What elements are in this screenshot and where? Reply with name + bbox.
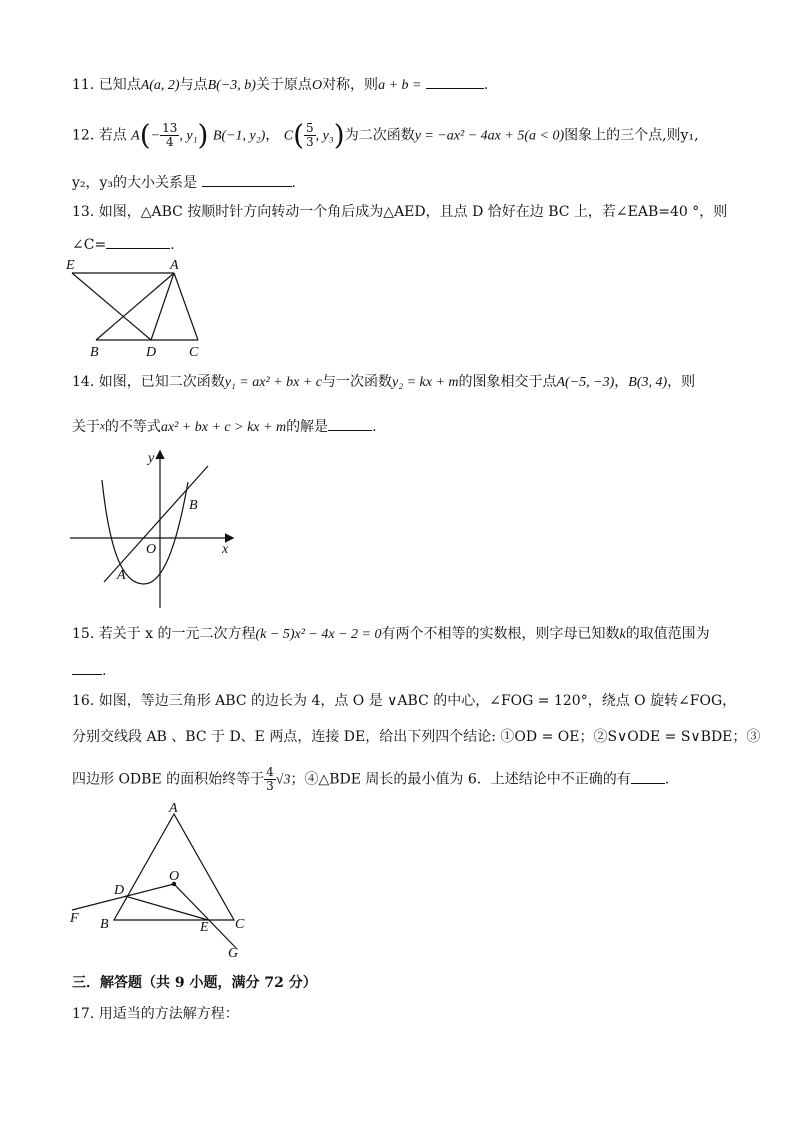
label-e: E [200, 920, 209, 935]
q13-end: . [170, 237, 175, 253]
question-number: 14. [72, 374, 95, 390]
q12-y3: , y₃ [315, 128, 334, 144]
q11-point-o: O [311, 78, 323, 93]
q16-line-3b: ；④△BDE 周长的最小值为 6．上述结论中不正确的有 [290, 771, 631, 788]
q12-point-c-label: C [283, 128, 294, 144]
q12-fraction-c: $\frac{5}{3}$ [306, 121, 314, 149]
q11-text-3: 关于原点 [255, 77, 312, 93]
question-15 [72, 624, 710, 645]
q12-line-2: y₂，y₃的大小关系是 [72, 175, 198, 191]
question-13-line-2 [72, 234, 175, 255]
q14-separator: ， [614, 374, 629, 390]
label-c: C [189, 345, 199, 360]
question-number: 12. [72, 127, 95, 144]
q14-line-2a: 关于 [72, 419, 100, 435]
label-g: G [228, 946, 239, 961]
q14-text-3: 的图象相交于点 [458, 374, 557, 390]
q16-line-1: 如图，等边三角形 ABC 的边长为 4，点 O 是 ∨ABC 的中心，∠FOG = 120°，绕点 O 旋转∠FOG， [98, 693, 737, 709]
question-16 [72, 691, 736, 711]
q17-text: 用适当的方法解方程： [98, 1006, 239, 1022]
q15-end: . [102, 663, 107, 679]
question-16-line-3 [72, 766, 669, 793]
label-b: B [100, 917, 109, 932]
q11-text-2: 与点 [179, 77, 208, 93]
question-number: 16. [72, 693, 95, 709]
label-o: O [169, 869, 180, 884]
q14-x-var: x [100, 420, 105, 432]
q12-fraction-a: $\frac{13}{4}$ [162, 121, 178, 149]
label-a: A [170, 258, 179, 273]
question-number: 17. [72, 1006, 95, 1022]
q11-point-a: A(a, 2) [140, 78, 180, 93]
label-d: D [114, 883, 125, 898]
section-heading: 三．解答题（共 9 小题，满分 72 分） [72, 975, 317, 991]
q12-y1: , y₁ [179, 128, 198, 144]
label-o: O [146, 542, 157, 557]
question-12: 12. 若点 A(− $\frac{13}{4}$ , y₁) B(−1, y₂)， C( $\frac{5}{3}$ , y₃)为二次函数y = −ax² − 4ax + 5(a < 0)图象上的三个点,则y₁, [72, 118, 699, 152]
q14-line-2c: 的解是 [286, 419, 329, 435]
q14-inequality: ax² + bx + c > kx + m [160, 420, 287, 435]
label-y: y [148, 451, 155, 466]
q11-point-b: B(−3, b) [207, 78, 256, 93]
q12-text-2: 为二次函数 [344, 127, 415, 144]
q12-point-b: B(−1, y₂) [212, 128, 266, 144]
label-b: B [189, 498, 198, 513]
q15-equation: (k − 5)x² − 4x − 2 = 0 [255, 627, 382, 642]
label-d: D [146, 345, 157, 360]
q13-text: 如图，△ABC 按顺时针方向转动一个角后成为△AED，且点 D 恰好在边 BC 上，若∠EAB=40 °，则 [98, 204, 728, 220]
q16-fraction: $\frac{4}{3}$ [266, 765, 274, 793]
q11-text-1: 已知点 [98, 77, 141, 93]
q16-figure [64, 798, 254, 964]
q14-function-2: y₂ = kx + m [391, 375, 459, 390]
q14-line-2b: 的不等式 [104, 419, 161, 435]
q14-figure [66, 446, 246, 614]
question-15-line-2 [72, 660, 106, 681]
q16-line-2: 分别交线段 AB 、BC 于 D、E 两点，连接 DE，给出下列四个结论: ①OD = OE；②S∨ODE = S∨BDE；③ [72, 729, 761, 745]
answer-blank [631, 769, 665, 784]
answer-blank [426, 74, 484, 89]
question-11 [72, 74, 488, 96]
label-e: E [66, 258, 75, 273]
label-c: C [235, 917, 245, 932]
answer-blank [328, 416, 372, 431]
label-a: A [117, 568, 126, 583]
q14-function-1: y₁ = ax² + bx + c [224, 375, 322, 390]
question-14 [72, 372, 695, 393]
question-number: 11. [72, 77, 95, 93]
question-17 [72, 1004, 239, 1024]
q12-point-a-label: A [131, 128, 140, 144]
q13-figure [60, 256, 220, 360]
q14-text-1: 如图，已知二次函数 [98, 374, 225, 390]
question-number: 15. [72, 626, 95, 642]
label-x: x [222, 542, 229, 557]
label-a: A [169, 801, 178, 816]
q14-text-4: ，则 [667, 374, 696, 390]
q12-function: y = −ax² − 4ax + 5(a < 0) [414, 128, 565, 144]
answer-blank [202, 172, 292, 187]
question-number: 13. [72, 204, 95, 220]
q11-text-4: 对称，则 [322, 77, 379, 93]
q12-separator: ， [265, 127, 280, 144]
question-13 [72, 202, 727, 222]
q11-end: . [483, 77, 489, 93]
q15-k: k [619, 627, 626, 642]
answer-blank [72, 660, 102, 675]
q14-point-b: B(3, 4) [628, 375, 668, 390]
q16-line-3a: 四边形 ODBE 的面积始终等于 [72, 771, 265, 788]
question-14-line-2 [72, 416, 377, 438]
q12-text-1: 若点 [98, 127, 127, 144]
q15-text-3: 的取值范围为 [625, 626, 710, 642]
label-f: F [70, 911, 79, 926]
question-16-line-2 [72, 727, 760, 747]
label-b: B [90, 345, 99, 360]
question-12-line-2 [72, 172, 296, 193]
q14-point-a: A(−5, −3) [556, 375, 615, 390]
q14-end: . [372, 419, 377, 435]
q12-text-3: 图象上的三个点,则y₁, [564, 127, 699, 144]
q13-line-2: ∠C= [72, 237, 107, 253]
q12-end: . [291, 175, 296, 191]
q11-expression: a + b = [378, 78, 422, 93]
q16-sqrt: √3 [275, 772, 291, 788]
q15-text: 若关于 x 的一元二次方程 [98, 626, 256, 642]
answer-blank [106, 234, 170, 249]
q14-text-2: 与一次函数 [321, 374, 392, 390]
q15-text-2: 有两个不相等的实数根，则字母已知数 [381, 626, 620, 642]
q16-end: . [664, 771, 670, 788]
